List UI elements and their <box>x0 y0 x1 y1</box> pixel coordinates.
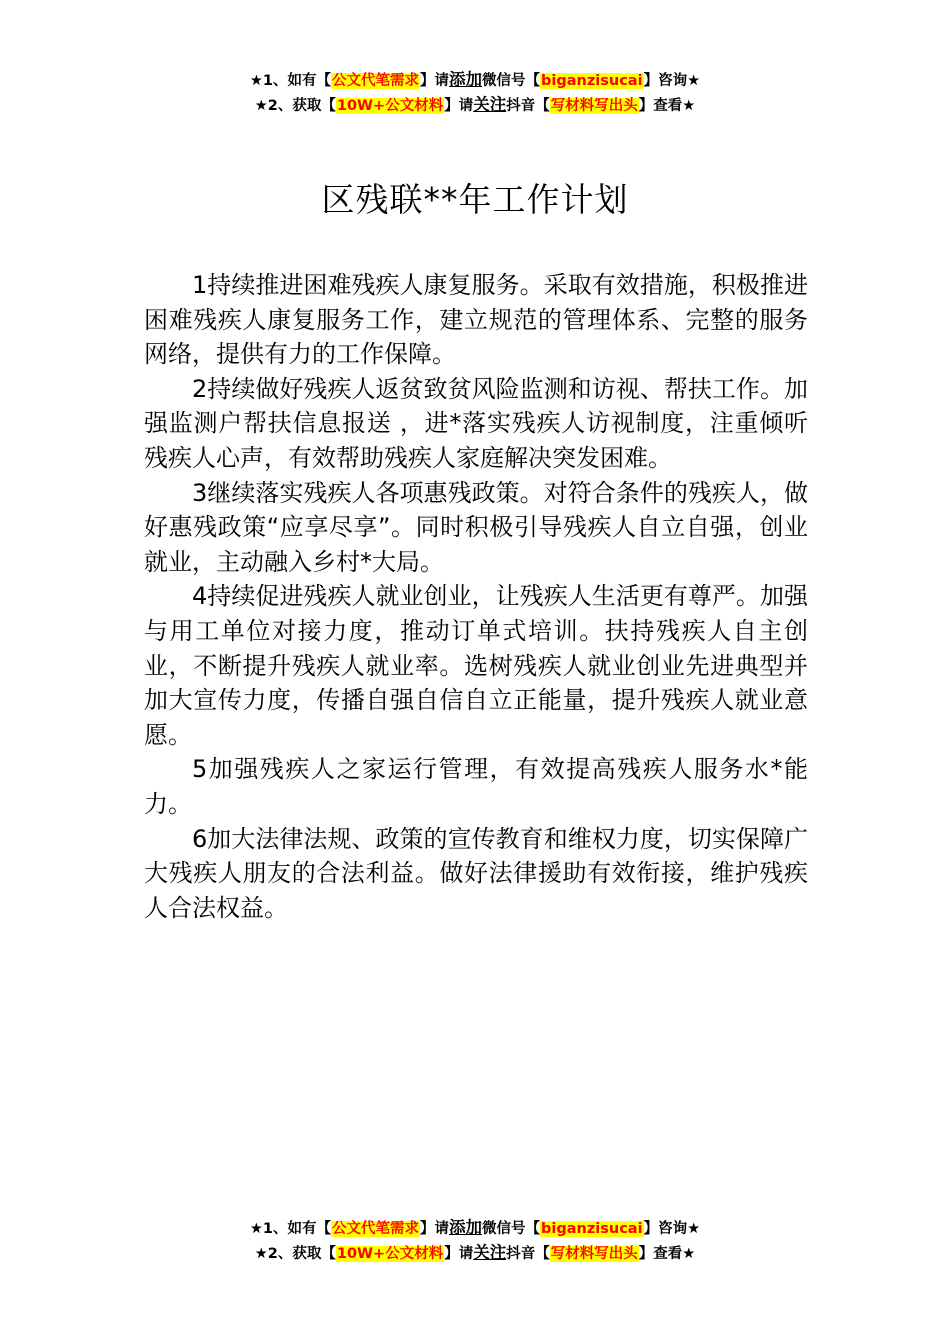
banner-line-1 <box>0 68 950 93</box>
highlight-wechat-id: biganzisucai <box>541 73 643 89</box>
banner-emphasis: 关注 <box>473 1243 507 1262</box>
banner-text: 】查看★ <box>638 1246 696 1262</box>
paragraph-4: 4持续促进残疾人就业创业，让残疾人生活更有尊严。加强与用工单位对接力度，推动订单式培训。扶持残疾人自主创业，不断提升残疾人就业率。选树残疾人就业创业先进典型并加大宣传力度，传播自强自信自立正能量，提升残疾人就业意愿。 <box>144 582 808 749</box>
banner-text: 】请 <box>444 1246 474 1262</box>
banner-text: 】咨询★ <box>643 1221 701 1237</box>
banner-text: 抖音【 <box>506 1246 550 1262</box>
highlight-service: 公文代笔需求 <box>332 73 420 89</box>
banner-text: 】请 <box>420 1221 450 1237</box>
document-title: 区残联**年工作计划 <box>321 180 629 219</box>
highlight-materials: 10W+公文材料 <box>336 1246 444 1262</box>
banner-text: ★1、如有【 <box>249 1221 332 1237</box>
banner-line-2 <box>0 1241 950 1266</box>
paragraph-1: 1持续推进困难残疾人康复服务。采取有效措施，积极推进困难残疾人康复服务工作，建立规范的管理体系、完整的服务网络，提供有力的工作保障。 <box>144 271 808 369</box>
highlight-douyin-id: 写材料写出头 <box>550 1246 638 1262</box>
header-banner <box>0 68 950 118</box>
footer-banner <box>0 1216 950 1266</box>
banner-emphasis: 添加 <box>449 70 483 89</box>
banner-text: 微信号【 <box>482 1221 541 1237</box>
banner-text: 】咨询★ <box>643 73 701 89</box>
banner-text: 】请 <box>420 73 450 89</box>
paragraph-2: 2持续做好残疾人返贫致贫风险监测和访视、帮扶工作。加强监测户帮扶信息报送 ，进*落实残疾人访视制度，注重倾听残疾人心声，有效帮助残疾人家庭解决突发困难。 <box>144 374 808 472</box>
highlight-douyin-id: 写材料写出头 <box>550 98 638 114</box>
banner-line-1 <box>0 1216 950 1241</box>
highlight-wechat-id: biganzisucai <box>541 1221 643 1237</box>
banner-text: ★2、获取【 <box>254 98 336 114</box>
highlight-materials: 10W+公文材料 <box>336 98 444 114</box>
banner-text: 】查看★ <box>638 98 696 114</box>
banner-text: ★2、获取【 <box>254 1246 336 1262</box>
paragraph-3: 3继续落实残疾人各项惠残政策。对符合条件的残疾人，做好惠残政策“应享尽享”。同时积极引导残疾人自立自强，创业就业，主动融入乡村*大局。 <box>144 478 808 576</box>
banner-emphasis: 关注 <box>473 95 507 114</box>
highlight-service: 公文代笔需求 <box>332 1221 420 1237</box>
banner-line-2 <box>0 93 950 118</box>
paragraph-5: 5加强残疾人之家运行管理，有效提高残疾人服务水*能力。 <box>144 755 808 818</box>
document-body <box>144 268 808 925</box>
banner-emphasis: 添加 <box>449 1218 483 1237</box>
paragraph-6: 6加大法律法规、政策的宣传教育和维权力度，切实保障广大残疾人朋友的合法利益。做好法律援助有效衔接，维护残疾人合法权益。 <box>144 824 808 922</box>
banner-text: 微信号【 <box>482 73 541 89</box>
banner-text: 】请 <box>444 98 474 114</box>
banner-text: 抖音【 <box>506 98 550 114</box>
banner-text: ★1、如有【 <box>249 73 332 89</box>
